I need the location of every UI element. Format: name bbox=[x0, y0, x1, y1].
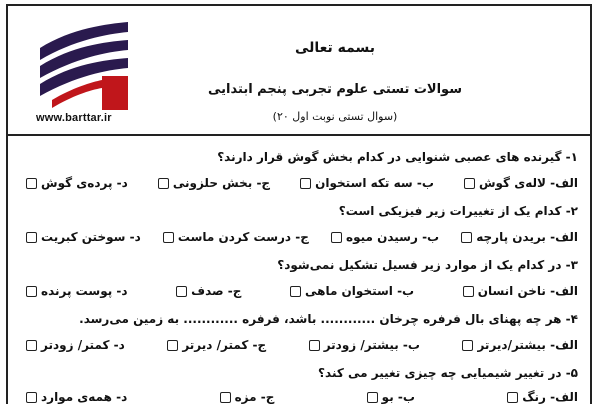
option-label: د- کمتر/ زودتر bbox=[41, 338, 125, 352]
question-3: ۳- در کدام یک از موارد زیر فسیل تشکیل نمی‌شود؟ bbox=[277, 258, 578, 272]
option-label: ج- صدف bbox=[191, 284, 242, 298]
option-label: الف- رنگ bbox=[522, 390, 578, 404]
checkbox[interactable] bbox=[167, 340, 178, 351]
option-label: د- سوختن کبریت bbox=[41, 230, 141, 244]
header-divider bbox=[8, 134, 592, 136]
option-label: ب- استخوان ماهی bbox=[304, 284, 415, 298]
option-label: ب- سه تکه استخوان bbox=[315, 176, 434, 190]
option[interactable] bbox=[150, 176, 270, 190]
option[interactable] bbox=[155, 230, 309, 244]
option-label: الف- ناخن انسان bbox=[477, 284, 578, 298]
option[interactable] bbox=[18, 176, 128, 190]
question-1: ۱- گیرنده های عصبی شنوایی در کدام بخش گوش قرار دارند؟ bbox=[217, 150, 578, 164]
page-subtitle: (۲۰ سوال تستی نوبت اول) bbox=[272, 110, 398, 123]
option[interactable] bbox=[453, 230, 578, 244]
option-label: الف- بریدن پارچه bbox=[476, 230, 578, 244]
checkbox[interactable] bbox=[331, 232, 342, 243]
question-5: ۵- در تغییر شیمیایی چه چیزی تغییر می کند؟ bbox=[318, 366, 578, 380]
option-label: الف- بیشتر/دیرتر bbox=[477, 338, 578, 352]
checkbox[interactable] bbox=[26, 286, 37, 297]
checkbox[interactable] bbox=[26, 392, 37, 403]
option[interactable] bbox=[456, 176, 578, 190]
option-label: د- پرده‌ی گوش bbox=[41, 176, 128, 190]
question-2: ۲- کدام یک از تغییرات زیر فیزیکی است؟ bbox=[338, 204, 578, 218]
option[interactable] bbox=[499, 390, 578, 404]
checkbox[interactable] bbox=[462, 340, 473, 351]
checkbox[interactable] bbox=[464, 178, 475, 189]
checkbox[interactable] bbox=[220, 392, 231, 403]
checkbox[interactable] bbox=[309, 340, 320, 351]
option-label: ب- رسیدن میوه bbox=[346, 230, 440, 244]
option-label: ج- کمتر/ دیرتر bbox=[182, 338, 267, 352]
option-label: ب- بو bbox=[381, 390, 415, 404]
option[interactable] bbox=[18, 230, 141, 244]
option[interactable] bbox=[18, 390, 127, 404]
option-label: د- پوست پرنده bbox=[41, 284, 128, 298]
checkbox[interactable] bbox=[463, 286, 474, 297]
site-logo bbox=[32, 18, 132, 110]
question-2-options bbox=[18, 230, 578, 244]
option-label: الف- لاله‌ی گوش bbox=[478, 176, 578, 190]
option[interactable] bbox=[292, 176, 434, 190]
option[interactable] bbox=[168, 284, 241, 298]
option[interactable] bbox=[323, 230, 439, 244]
option-label: ج- مزه bbox=[234, 390, 275, 404]
question-4-options bbox=[18, 338, 578, 352]
option[interactable] bbox=[454, 338, 578, 352]
option-label: د- همه‌ی موارد bbox=[41, 390, 128, 404]
option[interactable] bbox=[18, 338, 125, 352]
checkbox[interactable] bbox=[300, 178, 311, 189]
option[interactable] bbox=[455, 284, 578, 298]
option[interactable] bbox=[282, 284, 414, 298]
checkbox[interactable] bbox=[26, 340, 37, 351]
checkbox[interactable] bbox=[507, 392, 518, 403]
checkbox[interactable] bbox=[176, 286, 187, 297]
site-url: www.barttar.ir bbox=[36, 112, 112, 124]
checkbox[interactable] bbox=[158, 178, 169, 189]
question-5-options bbox=[18, 390, 578, 404]
option-label: ج- درست کردن ماست bbox=[177, 230, 309, 244]
question-3-options bbox=[18, 284, 578, 298]
option-label: ج- بخش حلزونی bbox=[172, 176, 271, 190]
checkbox[interactable] bbox=[461, 232, 472, 243]
basmala: بسمه تعالی bbox=[294, 40, 376, 56]
checkbox[interactable] bbox=[367, 392, 378, 403]
question-1-options bbox=[18, 176, 578, 190]
option-label: ب- بیشتر/ زودتر bbox=[323, 338, 420, 352]
checkbox[interactable] bbox=[163, 232, 174, 243]
option[interactable] bbox=[301, 338, 420, 352]
checkbox[interactable] bbox=[26, 232, 37, 243]
question-4: ۴- هر چه پهنای بال فرفره چرخان ............ باشد، فرفره ............ به زمین می‌رسد. bbox=[79, 312, 578, 326]
option[interactable] bbox=[18, 284, 128, 298]
option[interactable] bbox=[359, 390, 415, 404]
page-title: سوالات تستی علوم تجربی پنجم ابتدایی bbox=[208, 82, 462, 97]
option[interactable] bbox=[159, 338, 266, 352]
checkbox[interactable] bbox=[26, 178, 37, 189]
option[interactable] bbox=[212, 390, 275, 404]
checkbox[interactable] bbox=[290, 286, 301, 297]
